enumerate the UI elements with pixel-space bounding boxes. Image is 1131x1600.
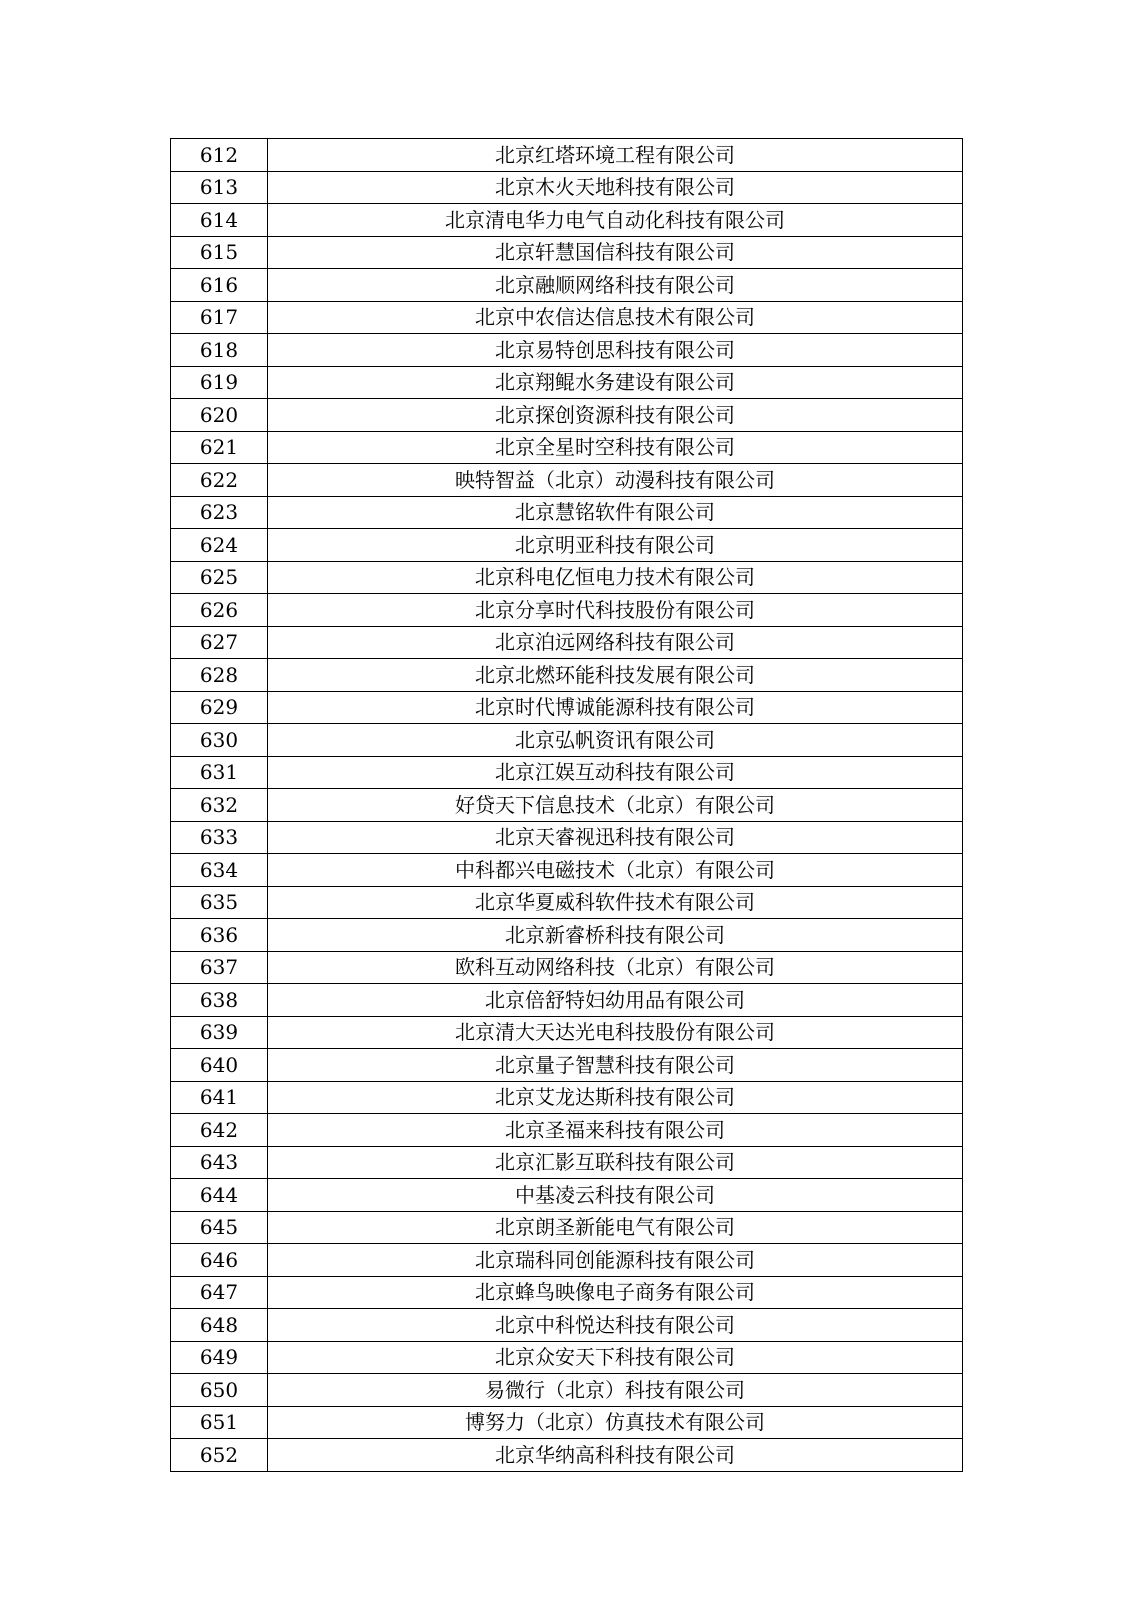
table-row xyxy=(171,171,963,204)
table-row xyxy=(171,659,963,692)
company-list-table xyxy=(170,138,963,1472)
table-row xyxy=(171,919,963,952)
row-number-cell: 643 xyxy=(171,1146,268,1179)
row-number-cell: 617 xyxy=(171,301,268,334)
table-row xyxy=(171,1049,963,1082)
row-number-cell: 636 xyxy=(171,919,268,952)
company-name-cell: 北京木火天地科技有限公司 xyxy=(268,171,963,204)
company-name-cell: 北京中科悦达科技有限公司 xyxy=(268,1309,963,1342)
table-row xyxy=(171,561,963,594)
company-name-cell: 北京量子智慧科技有限公司 xyxy=(268,1049,963,1082)
company-name-cell: 北京融顺网络科技有限公司 xyxy=(268,269,963,302)
company-name-cell: 北京汇影互联科技有限公司 xyxy=(268,1146,963,1179)
company-name-cell: 北京华纳高科科技有限公司 xyxy=(268,1439,963,1472)
company-name-cell: 博努力（北京）仿真技术有限公司 xyxy=(268,1406,963,1439)
company-name-cell: 北京翔鲲水务建设有限公司 xyxy=(268,366,963,399)
row-number-cell: 618 xyxy=(171,334,268,367)
row-number-cell: 628 xyxy=(171,659,268,692)
row-number-cell: 615 xyxy=(171,236,268,269)
row-number-cell: 642 xyxy=(171,1114,268,1147)
company-name-cell: 北京众安天下科技有限公司 xyxy=(268,1341,963,1374)
row-number-cell: 632 xyxy=(171,789,268,822)
row-number-cell: 638 xyxy=(171,984,268,1017)
company-name-cell: 北京探创资源科技有限公司 xyxy=(268,399,963,432)
company-name-cell: 北京瑞科同创能源科技有限公司 xyxy=(268,1244,963,1277)
table-row xyxy=(171,1179,963,1212)
row-number-cell: 625 xyxy=(171,561,268,594)
row-number-cell: 646 xyxy=(171,1244,268,1277)
table-row xyxy=(171,366,963,399)
table-row xyxy=(171,951,963,984)
table-row xyxy=(171,1244,963,1277)
company-name-cell: 北京天睿视迅科技有限公司 xyxy=(268,821,963,854)
table-row xyxy=(171,431,963,464)
table-row xyxy=(171,529,963,562)
row-number-cell: 619 xyxy=(171,366,268,399)
company-name-cell: 北京中农信达信息技术有限公司 xyxy=(268,301,963,334)
company-name-cell: 北京易特创思科技有限公司 xyxy=(268,334,963,367)
table-row xyxy=(171,854,963,887)
row-number-cell: 621 xyxy=(171,431,268,464)
row-number-cell: 627 xyxy=(171,626,268,659)
table-row xyxy=(171,139,963,172)
table-row xyxy=(171,236,963,269)
table-row xyxy=(171,886,963,919)
table-row xyxy=(171,1439,963,1472)
row-number-cell: 645 xyxy=(171,1211,268,1244)
row-number-cell: 633 xyxy=(171,821,268,854)
table-row xyxy=(171,724,963,757)
company-name-cell: 北京朗圣新能电气有限公司 xyxy=(268,1211,963,1244)
company-name-cell: 北京艾龙达斯科技有限公司 xyxy=(268,1081,963,1114)
row-number-cell: 613 xyxy=(171,171,268,204)
table-row xyxy=(171,464,963,497)
table-row xyxy=(171,1016,963,1049)
row-number-cell: 652 xyxy=(171,1439,268,1472)
row-number-cell: 641 xyxy=(171,1081,268,1114)
row-number-cell: 630 xyxy=(171,724,268,757)
table-row xyxy=(171,496,963,529)
row-number-cell: 651 xyxy=(171,1406,268,1439)
company-name-cell: 北京红塔环境工程有限公司 xyxy=(268,139,963,172)
company-name-cell: 北京轩慧国信科技有限公司 xyxy=(268,236,963,269)
table-row xyxy=(171,756,963,789)
company-name-cell: 北京慧铭软件有限公司 xyxy=(268,496,963,529)
table-row xyxy=(171,1341,963,1374)
table-row xyxy=(171,1406,963,1439)
company-name-cell: 北京分享时代科技股份有限公司 xyxy=(268,594,963,627)
company-name-cell: 中科都兴电磁技术（北京）有限公司 xyxy=(268,854,963,887)
row-number-cell: 635 xyxy=(171,886,268,919)
table-row xyxy=(171,1211,963,1244)
table-row xyxy=(171,269,963,302)
company-name-cell: 易微行（北京）科技有限公司 xyxy=(268,1374,963,1407)
company-name-cell: 北京清大天达光电科技股份有限公司 xyxy=(268,1016,963,1049)
row-number-cell: 644 xyxy=(171,1179,268,1212)
table-row xyxy=(171,626,963,659)
company-name-cell: 北京圣福来科技有限公司 xyxy=(268,1114,963,1147)
row-number-cell: 616 xyxy=(171,269,268,302)
company-name-cell: 欧科互动网络科技（北京）有限公司 xyxy=(268,951,963,984)
company-name-cell: 北京北燃环能科技发展有限公司 xyxy=(268,659,963,692)
company-name-cell: 北京蜂鸟映像电子商务有限公司 xyxy=(268,1276,963,1309)
company-name-cell: 北京明亚科技有限公司 xyxy=(268,529,963,562)
table-row xyxy=(171,984,963,1017)
table-row xyxy=(171,399,963,432)
row-number-cell: 648 xyxy=(171,1309,268,1342)
table-row xyxy=(171,789,963,822)
table-row xyxy=(171,1374,963,1407)
table-row xyxy=(171,691,963,724)
company-name-cell: 中基凌云科技有限公司 xyxy=(268,1179,963,1212)
table-row xyxy=(171,1309,963,1342)
table-row xyxy=(171,594,963,627)
table-row xyxy=(171,204,963,237)
row-number-cell: 614 xyxy=(171,204,268,237)
table-row xyxy=(171,821,963,854)
table-row xyxy=(171,1114,963,1147)
row-number-cell: 623 xyxy=(171,496,268,529)
company-name-cell: 好贷天下信息技术（北京）有限公司 xyxy=(268,789,963,822)
company-name-cell: 北京全星时空科技有限公司 xyxy=(268,431,963,464)
row-number-cell: 620 xyxy=(171,399,268,432)
company-name-cell: 北京科电亿恒电力技术有限公司 xyxy=(268,561,963,594)
company-name-cell: 北京江娱互动科技有限公司 xyxy=(268,756,963,789)
row-number-cell: 647 xyxy=(171,1276,268,1309)
row-number-cell: 626 xyxy=(171,594,268,627)
company-name-cell: 映特智益（北京）动漫科技有限公司 xyxy=(268,464,963,497)
table-row xyxy=(171,301,963,334)
company-name-cell: 北京时代博诚能源科技有限公司 xyxy=(268,691,963,724)
table-body xyxy=(171,139,963,1472)
row-number-cell: 649 xyxy=(171,1341,268,1374)
company-name-cell: 北京倍舒特妇幼用品有限公司 xyxy=(268,984,963,1017)
row-number-cell: 639 xyxy=(171,1016,268,1049)
row-number-cell: 612 xyxy=(171,139,268,172)
table-row xyxy=(171,334,963,367)
table-row xyxy=(171,1146,963,1179)
company-name-cell: 北京弘帆资讯有限公司 xyxy=(268,724,963,757)
row-number-cell: 634 xyxy=(171,854,268,887)
company-name-cell: 北京泊远网络科技有限公司 xyxy=(268,626,963,659)
row-number-cell: 629 xyxy=(171,691,268,724)
row-number-cell: 637 xyxy=(171,951,268,984)
row-number-cell: 624 xyxy=(171,529,268,562)
company-name-cell: 北京新睿桥科技有限公司 xyxy=(268,919,963,952)
row-number-cell: 631 xyxy=(171,756,268,789)
row-number-cell: 650 xyxy=(171,1374,268,1407)
company-name-cell: 北京华夏威科软件技术有限公司 xyxy=(268,886,963,919)
table-row xyxy=(171,1081,963,1114)
company-name-cell: 北京清电华力电气自动化科技有限公司 xyxy=(268,204,963,237)
row-number-cell: 640 xyxy=(171,1049,268,1082)
table-row xyxy=(171,1276,963,1309)
row-number-cell: 622 xyxy=(171,464,268,497)
